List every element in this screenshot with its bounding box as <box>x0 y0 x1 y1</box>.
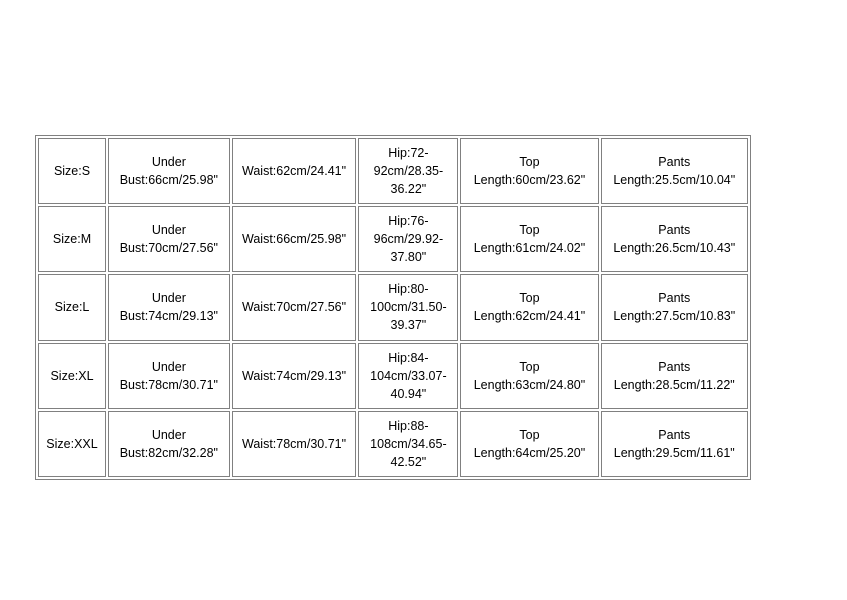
size-cell: Size:L <box>38 274 106 340</box>
hip-cell: Hip:84- 104cm/33.07- 40.94" <box>358 343 458 409</box>
bust-cell: Under Bust:78cm/30.71" <box>108 343 230 409</box>
table-row <box>38 206 748 272</box>
waist-cell: Waist:74cm/29.13" <box>232 343 357 409</box>
size-cell: Size:XL <box>38 343 106 409</box>
pants-length-cell: Pants Length:28.5cm/11.22" <box>601 343 748 409</box>
top-length-cell: Top Length:62cm/24.41" <box>460 274 598 340</box>
pants-length-cell: Pants Length:26.5cm/10.43" <box>601 206 748 272</box>
size-cell: Size:M <box>38 206 106 272</box>
top-length-cell: Top Length:63cm/24.80" <box>460 343 598 409</box>
waist-cell: Waist:70cm/27.56" <box>232 274 357 340</box>
table-row <box>38 138 748 204</box>
pants-length-cell: Pants Length:27.5cm/10.83" <box>601 274 748 340</box>
size-cell: Size:XXL <box>38 411 106 477</box>
pants-length-cell: Pants Length:29.5cm/11.61" <box>601 411 748 477</box>
hip-cell: Hip:80- 100cm/31.50- 39.37" <box>358 274 458 340</box>
size-cell: Size:S <box>38 138 106 204</box>
bust-cell: Under Bust:66cm/25.98" <box>108 138 230 204</box>
table-row <box>38 274 748 340</box>
top-length-cell: Top Length:61cm/24.02" <box>460 206 598 272</box>
bust-cell: Under Bust:70cm/27.56" <box>108 206 230 272</box>
top-length-cell: Top Length:64cm/25.20" <box>460 411 598 477</box>
size-chart-table <box>35 135 751 480</box>
waist-cell: Waist:78cm/30.71" <box>232 411 357 477</box>
waist-cell: Waist:66cm/25.98" <box>232 206 357 272</box>
hip-cell: Hip:76- 96cm/29.92- 37.80" <box>358 206 458 272</box>
hip-cell: Hip:88- 108cm/34.65- 42.52" <box>358 411 458 477</box>
hip-cell: Hip:72- 92cm/28.35- 36.22" <box>358 138 458 204</box>
bust-cell: Under Bust:82cm/32.28" <box>108 411 230 477</box>
top-length-cell: Top Length:60cm/23.62" <box>460 138 598 204</box>
bust-cell: Under Bust:74cm/29.13" <box>108 274 230 340</box>
table-row <box>38 343 748 409</box>
waist-cell: Waist:62cm/24.41" <box>232 138 357 204</box>
table-row <box>38 411 748 477</box>
pants-length-cell: Pants Length:25.5cm/10.04" <box>601 138 748 204</box>
